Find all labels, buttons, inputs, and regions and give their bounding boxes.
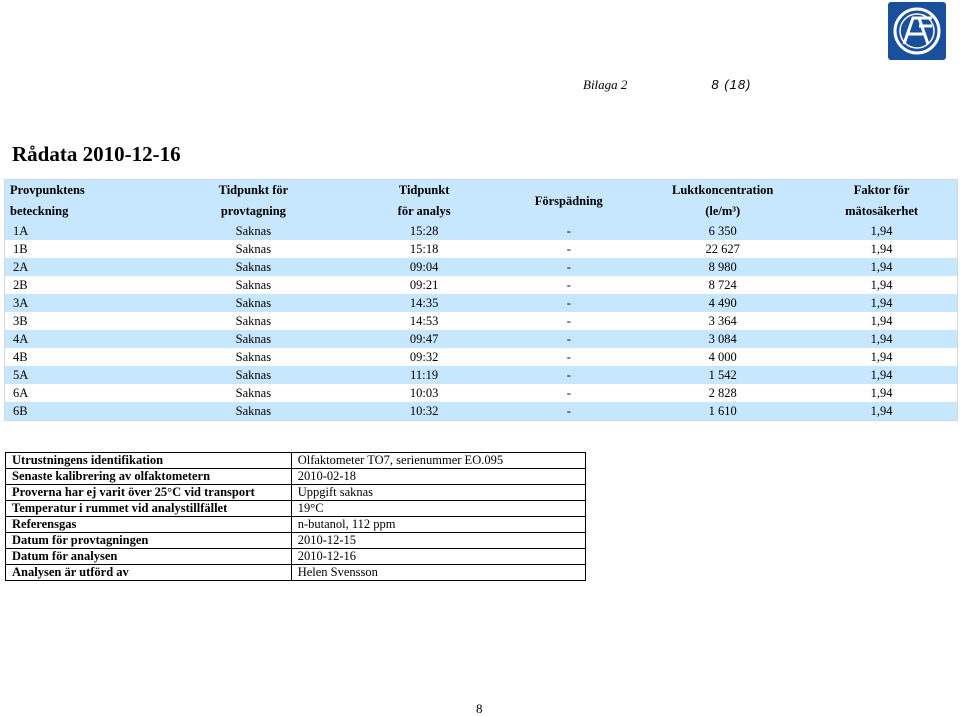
table-cell: 2A [13,260,29,274]
info-value: Olfaktometer TO7, serienummer EO.095 [291,453,585,469]
table-cell: 1,94 [870,386,893,400]
table-cell: Saknas [235,278,272,292]
info-value: 2010-12-16 [291,549,585,565]
table-cell: - [566,224,571,238]
table-row [5,276,957,294]
table-row [5,402,957,420]
info-row [6,453,586,469]
col-header-uncertainty-factor: Faktor för mätosäkerhet [845,183,919,218]
info-row [6,549,586,565]
table-cell: 11:19 [410,368,439,382]
info-row [6,565,586,581]
table-cell: 1,94 [870,278,893,292]
info-value: n-butanol, 112 ppm [291,517,585,533]
table-cell: 1,94 [870,314,893,328]
col-header-sample-point: Provpunktens beteckning [10,183,85,218]
table-row [5,258,957,276]
col-header-dilution: Förspädning [534,193,603,208]
table-cell: - [566,404,571,418]
table-cell: 1 542 [708,368,737,382]
info-row [6,533,586,549]
table-cell: 15:18 [409,242,439,256]
table-cell: 1,94 [870,224,893,238]
page-header [583,77,751,93]
table-cell: 1,94 [870,368,893,382]
table-row [5,312,957,330]
info-value: Uppgift saknas [291,485,585,501]
info-label: Datum för analysen [6,549,292,565]
table-row [5,366,957,384]
table-row [5,294,957,312]
table-cell: Saknas [235,404,272,418]
table-cell: - [566,314,571,328]
table-row [5,240,957,258]
table-cell: 3A [13,296,29,310]
table-cell: 1,94 [870,404,893,418]
table-cell: 4B [13,350,28,364]
table-cell: 1,94 [870,260,893,274]
info-label: Temperatur i rummet vid analystillfället [6,501,292,517]
table-cell: - [566,242,571,256]
col-header-sampling-time: Tidpunkt för provtagning [218,183,289,218]
page-counter: 8 (18) [711,77,752,92]
table-row [5,384,957,402]
col-header-odour-concentration: Luktkoncentration (le/m³) [671,183,774,218]
table-cell: Saknas [235,296,272,310]
info-label: Analysen är utförd av [6,565,292,581]
table-cell: 1,94 [870,242,893,256]
table-cell: 1,94 [870,332,893,346]
table-cell: - [566,386,571,400]
info-label: Senaste kalibrering av olfaktometern [6,469,292,485]
info-row [6,469,586,485]
table-cell: 6A [13,386,29,400]
info-label: Utrustningens identifikation [6,453,292,469]
table-cell: 4 490 [708,296,737,310]
info-row [6,501,586,517]
table-cell: 1B [13,242,28,256]
info-value: 19°C [291,501,585,517]
af-logo-icon [888,2,946,60]
table-cell: - [566,296,571,310]
table-cell: Saknas [235,368,272,382]
table-cell: Saknas [235,260,272,274]
table-cell: 1,94 [870,350,893,364]
table-cell: 6 350 [708,224,737,238]
table-cell: 09:32 [409,350,439,364]
table-cell: Saknas [235,332,272,346]
table-cell: 1A [13,224,29,238]
table-cell: 2B [13,278,28,292]
equipment-info-table [5,452,586,581]
table-header-row [5,180,957,222]
table-cell: 4 000 [708,350,737,364]
attachment-label: Bilaga 2 [583,77,628,92]
table-cell: 6B [13,404,28,418]
info-row [6,517,586,533]
table-cell: 1 610 [708,404,737,418]
footer-page-number: 8 [476,701,483,716]
table-cell: - [566,350,571,364]
table-cell: - [566,368,571,382]
table-cell: - [566,332,571,346]
info-label: Referensgas [6,517,292,533]
table-cell: 3B [13,314,28,328]
table-row [5,222,957,240]
table-cell: - [566,278,571,292]
table-cell: 10:03 [409,386,439,400]
table-row [5,348,957,366]
info-value: Helen Svensson [291,565,585,581]
table-cell: 15:28 [409,224,439,238]
table-cell: 14:53 [409,314,439,328]
table-cell: Saknas [235,314,272,328]
info-value: 2010-02-18 [291,469,585,485]
table-cell: 8 724 [708,278,737,292]
table-cell: - [566,260,571,274]
table-cell: 3 364 [708,314,737,328]
table-cell: 09:21 [409,278,439,292]
table-cell: 5A [13,368,29,382]
table-cell: Saknas [235,224,272,238]
table-cell: Saknas [235,350,272,364]
table-cell: 1,94 [870,296,893,310]
table-cell: 4A [13,332,29,346]
table-row [5,330,957,348]
table-cell: 22 627 [705,242,740,256]
table-cell: 14:35 [409,296,439,310]
info-row [6,485,586,501]
page-title: Rådata 2010-12-16 [12,142,181,166]
table-cell: 3 084 [708,332,737,346]
table-cell: 8 980 [708,260,737,274]
info-label: Datum för provtagningen [6,533,292,549]
table-cell: 09:47 [409,332,439,346]
table-cell: Saknas [235,386,272,400]
table-cell: Saknas [235,242,272,256]
info-label: Proverna har ej varit över 25°C vid transport [6,485,292,501]
table-cell: 09:04 [409,260,439,274]
col-header-analysis-time: Tidpunkt för analys [397,183,451,218]
info-value: 2010-12-15 [291,533,585,549]
raw-data-table [5,180,957,420]
table-cell: 10:32 [409,404,439,418]
table-cell: 2 828 [708,386,737,400]
